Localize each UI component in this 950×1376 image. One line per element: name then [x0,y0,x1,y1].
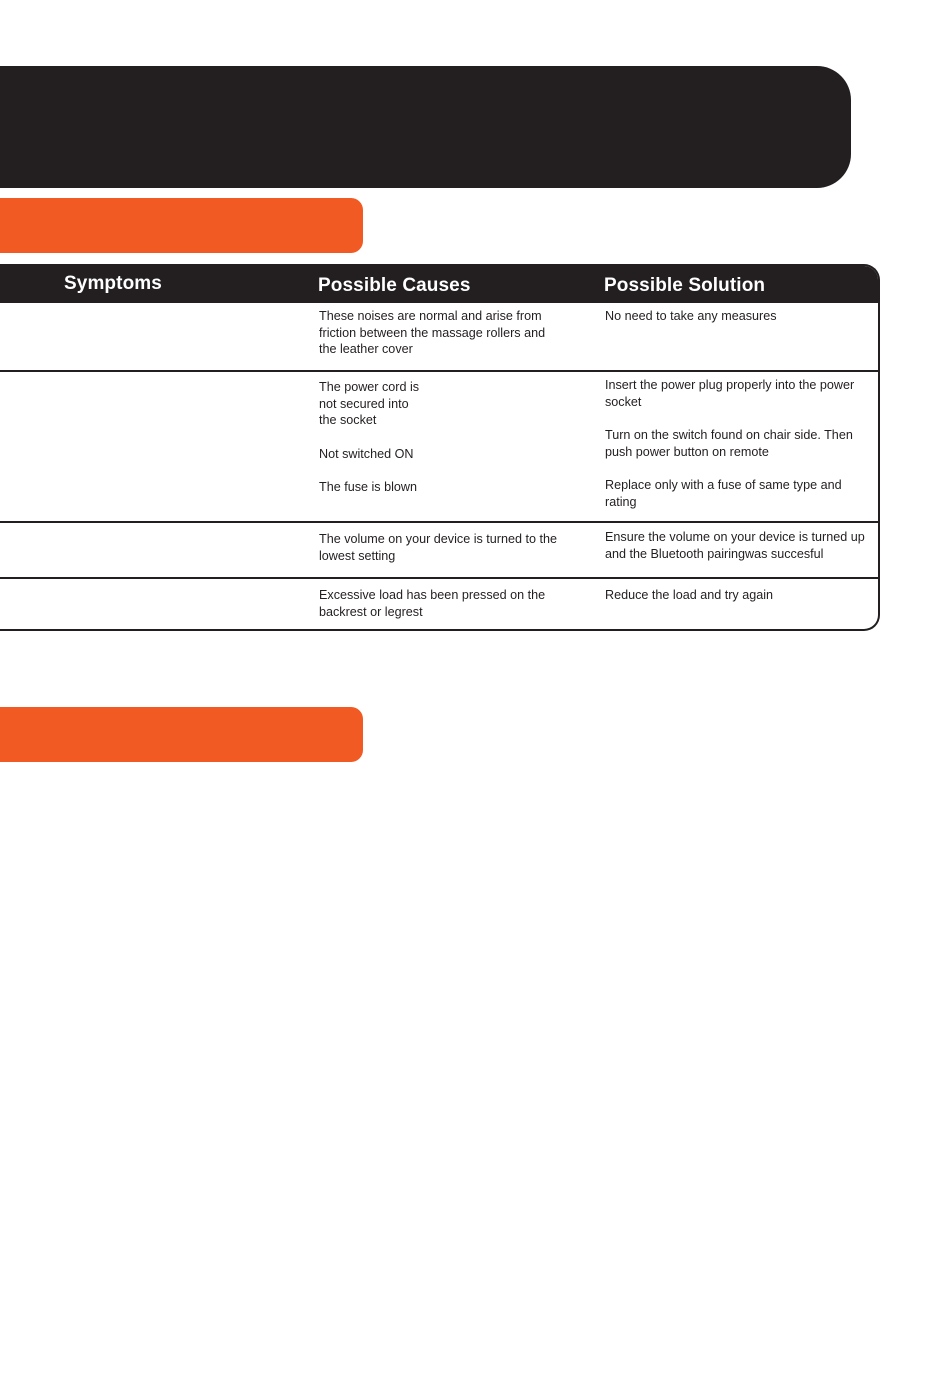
cause-text: Not switched ON [319,446,414,461]
row-1-solution [605,308,870,325]
solution-text: Replace only with a fuse of same type and rating [605,478,842,509]
cause-text: These noises are normal and arise from friction between the massage rollers and the leather cover [319,309,546,357]
cause-text: not secured into [319,396,409,411]
header-banner [0,66,851,188]
table-header [0,266,878,303]
cause-text: The volume on your device is turned to the lowest setting [319,532,558,563]
cause-text: the socket [319,413,377,428]
header-possible-causes: Possible Causes [318,275,471,296]
solution-text: Insert the power plug properly into the power socket [605,378,855,409]
header-possible-solution: Possible Solution [604,275,766,296]
solution-text: Ensure the volume on your device is turned up and the Bluetooth pairingwas succesful [605,530,865,561]
cause-text: The power cord is [319,380,420,394]
row-divider [0,521,878,523]
cause-text: The fuse is blown [319,480,418,495]
row-3-solution [605,529,870,562]
section-tab-troubleshooting [0,198,363,253]
section-tab-next [0,707,363,762]
row-3-cause [319,531,564,564]
cause-text: Excessive load has been pressed on the backrest or legrest [319,588,546,619]
row-divider [0,577,878,579]
solution-text: No need to take any measures [605,309,777,323]
row-2-solution [605,377,870,511]
row-1-cause [319,308,564,358]
troubleshooting-table [0,264,880,631]
row-4-solution [605,587,870,604]
header-symptoms: Symptoms [64,273,162,294]
solution-text: Turn on the switch found on chair side. Then push power button on remote [605,428,853,459]
row-4-cause [319,587,564,620]
row-divider [0,370,878,372]
row-2-cause [319,379,564,496]
solution-text: Reduce the load and try again [605,588,774,602]
